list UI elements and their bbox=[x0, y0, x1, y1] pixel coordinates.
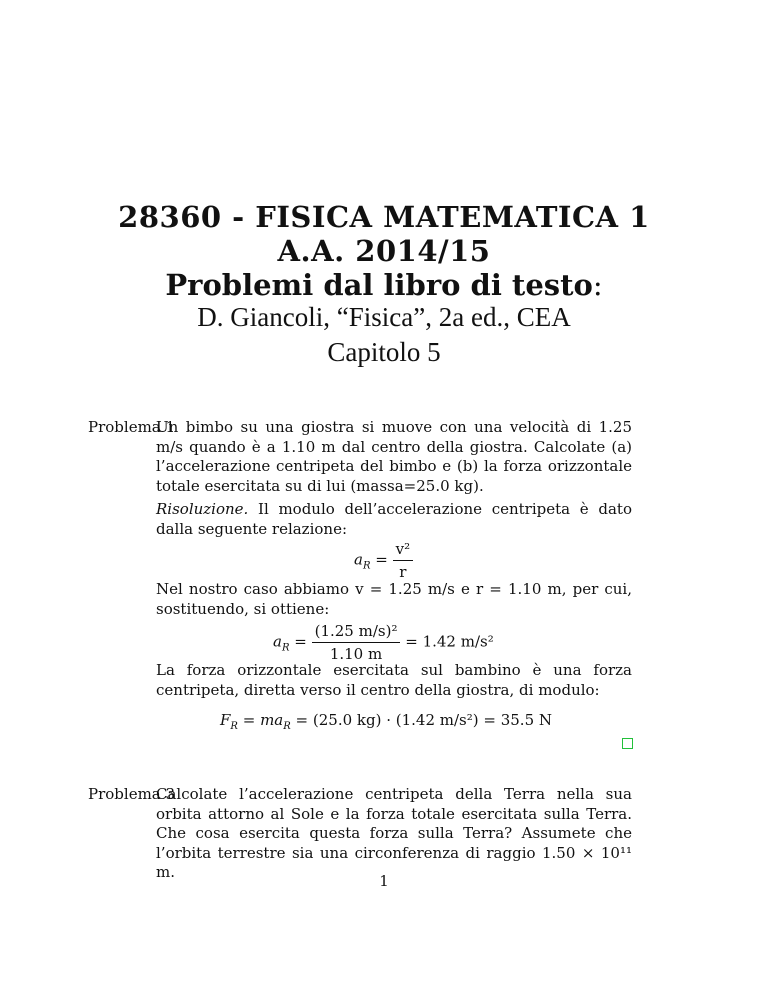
equation-3: $F_R = ma_R = (25.0$ kg) · (1.42 m/s²) = 35.5 N bbox=[220, 711, 553, 732]
equation-1: $a_R$ = $\frac{\text{v²}}{r}$ bbox=[354, 540, 413, 581]
problem-1-mid-text: Nel nostro caso abbiamo v = 1.25 m/s e r = 1.10 m, per cui, sostituendo, si ottiene: bbox=[156, 580, 632, 618]
equation-1-fraction bbox=[393, 540, 414, 581]
qed-box-icon bbox=[622, 738, 633, 749]
equation-1-numerator: v² bbox=[395, 540, 411, 558]
equation-2-numerator: (1.25 m/s)² bbox=[314, 622, 398, 640]
problem-1-force-text: La forza orizzontale esercitata sul bambino è una forza centripeta, diretta verso il centro della giostra, di modulo: bbox=[156, 661, 632, 699]
course-title: 28360 - FISICA MATEMATICA 1 bbox=[118, 200, 650, 234]
problem-3-text: Calcolate l’accelerazione centripeta della Terra nella sua orbita attorno al Sole e la forza totale esercitata sulla Terra. Che cosa esercita questa forza sulla Terra? Assumete che l’orbita terrestre sia una circonferenza di raggio 1.50 × 10¹¹ m. bbox=[156, 785, 632, 881]
equation-2-result: = 1.42 m/s² bbox=[405, 632, 494, 651]
equation-2-denominator: 1.10 m bbox=[312, 642, 401, 663]
subtitle bbox=[0, 268, 768, 302]
equation-2-fraction bbox=[312, 622, 401, 663]
equation-2: $a_R$ = $\frac{\text{(1.25 m/s)²}}{1.10 m}$ = 1.42 m/s² bbox=[273, 622, 494, 663]
equation-1-denominator: r bbox=[393, 560, 414, 581]
subtitle-bold: Problemi dal libro di testo bbox=[165, 268, 593, 302]
book-reference: D. Giancoli, “Fisica”, 2a ed., CEA bbox=[197, 302, 571, 332]
problem-3-label: Problema 3 bbox=[88, 785, 176, 803]
problem-1-label: Problema 1 bbox=[88, 418, 176, 436]
chapter-title: Capitolo 5 bbox=[327, 337, 441, 367]
subtitle-colon: : bbox=[592, 268, 603, 302]
solution-label: Risoluzione. bbox=[156, 500, 249, 518]
academic-year: A.A. 2014/15 bbox=[277, 234, 491, 268]
problem-1-text: Un bimbo su una giostra si muove con una velocità di 1.25 m/s quando è a 1.10 m dal centro della giostra. Calcolate (a) l’accelerazione centripeta del bimbo e (b) la forza orizzontale totale esercitata su di lui (massa=25.0 kg). bbox=[156, 418, 632, 495]
problem-1-solution bbox=[156, 500, 632, 539]
page-number: 1 bbox=[379, 872, 389, 890]
equation-3-rhs: = (25.0 kg) · (1.42 m/s²) = 35.5 N bbox=[295, 711, 553, 729]
solution-text: Il modulo dell’accelerazione centripeta è dato dalla seguente relazione: bbox=[156, 500, 632, 538]
